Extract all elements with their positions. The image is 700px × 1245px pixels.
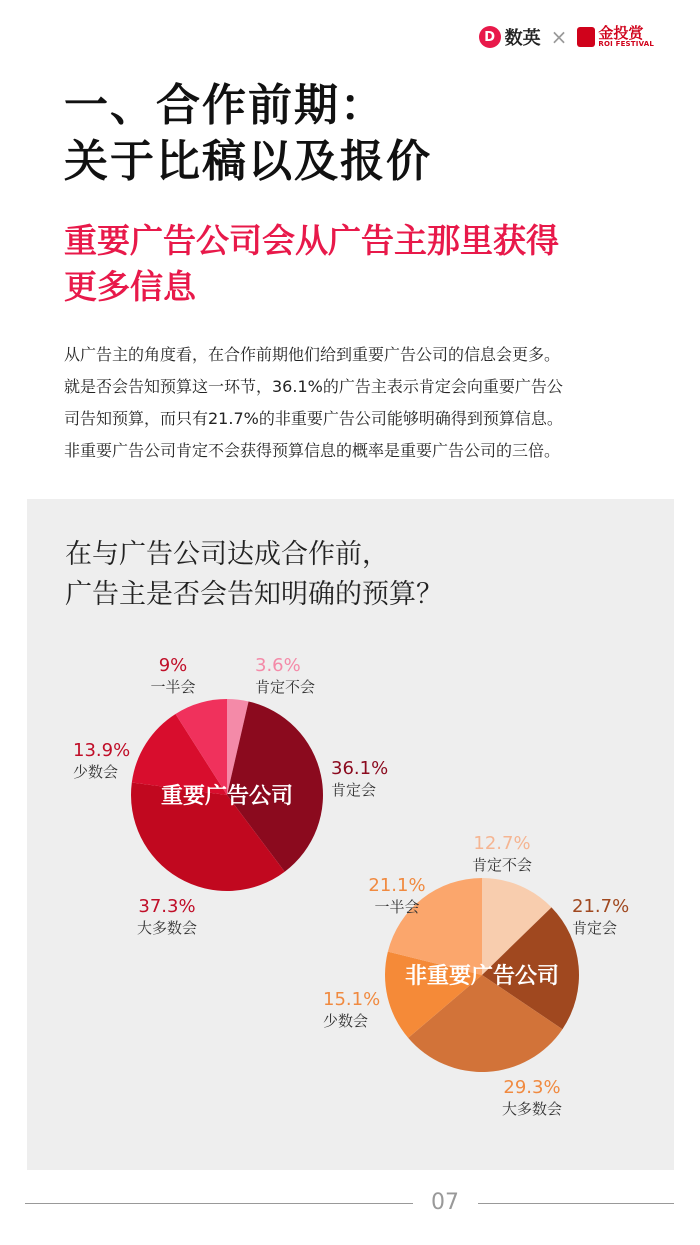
slice-category-label: 肯定不会	[471, 856, 533, 874]
section-title	[64, 78, 432, 190]
roi-logo-en: ROI FESTIVAL	[598, 40, 654, 48]
slice-category-label: 少数会	[73, 763, 119, 781]
slice-category-label: 肯定会	[572, 919, 618, 937]
body-line: 就是否会告知预算这一环节，36.1%的广告主表示肯定会向重要广告公	[64, 377, 563, 396]
slice-category-label: 一半会	[374, 898, 420, 916]
slice-value-label: 3.6%	[255, 655, 301, 676]
slice-value-label: 12.7%	[473, 833, 531, 854]
slice-value-label: 21.7%	[572, 896, 630, 917]
body-line: 非重要广告公司肯定不会获得预算信息的概率是重要广告公司的三倍。	[64, 441, 561, 460]
pie-chart-2	[323, 833, 629, 1118]
slice-value-label: 15.1%	[323, 989, 381, 1010]
slice-category-label: 大多数会	[136, 919, 198, 937]
roi-festival-mark-icon	[577, 27, 595, 47]
footer-divider-right	[478, 1203, 674, 1204]
body-paragraph	[64, 339, 644, 467]
chart-question-line-1: 在与广告公司达成合作前，	[65, 539, 389, 570]
slice-value-label: 21.1%	[368, 875, 426, 896]
body-line: 从广告主的角度看，在合作前期他们给到重要广告公司的信息会更多。	[64, 345, 561, 364]
chart-question-line-2: 广告主是否会告知明确的预算？	[65, 579, 443, 610]
roi-festival-logo	[577, 26, 654, 48]
slice-value-label: 36.1%	[331, 758, 389, 779]
page-number: 07	[431, 1190, 459, 1215]
section-title-line-1: 一、合作前期：	[64, 80, 386, 131]
body-line: 司告知预算，而只有21.7%的非重要广告公司能够明确得到预算信息。	[64, 409, 563, 428]
chart-panel	[27, 499, 674, 1170]
roi-logo-cn: 金投赏	[598, 24, 644, 42]
pie-charts	[27, 499, 674, 1170]
slice-value-label: 37.3%	[138, 896, 196, 917]
pie-center-title: 重要广告公司	[160, 784, 294, 809]
slice-value-label: 9%	[158, 655, 188, 676]
pie-center-title: 非重要广告公司	[404, 964, 560, 989]
shuying-logo	[479, 24, 541, 50]
subtitle	[64, 218, 559, 310]
logo-separator: ×	[550, 25, 568, 49]
slice-value-label: 29.3%	[503, 1077, 561, 1098]
header-logos	[479, 24, 654, 50]
slice-category-label: 少数会	[323, 1012, 369, 1030]
shuying-logo-text: 数英	[504, 28, 541, 49]
slice-value-label: 13.9%	[73, 740, 131, 761]
slice-category-label: 大多数会	[501, 1100, 563, 1118]
slice-category-label: 肯定会	[331, 781, 377, 799]
pie-chart-1	[73, 655, 388, 937]
subtitle-line-2: 更多信息	[64, 267, 196, 306]
shuying-logo-icon: D	[479, 26, 501, 48]
subtitle-line-1: 重要广告公司会从广告主那里获得	[64, 221, 559, 260]
section-title-line-2: 关于比稿以及报价	[64, 136, 432, 187]
slice-category-label: 肯定不会	[255, 678, 316, 696]
footer-divider-left	[25, 1203, 413, 1204]
slice-category-label: 一半会	[150, 678, 196, 696]
